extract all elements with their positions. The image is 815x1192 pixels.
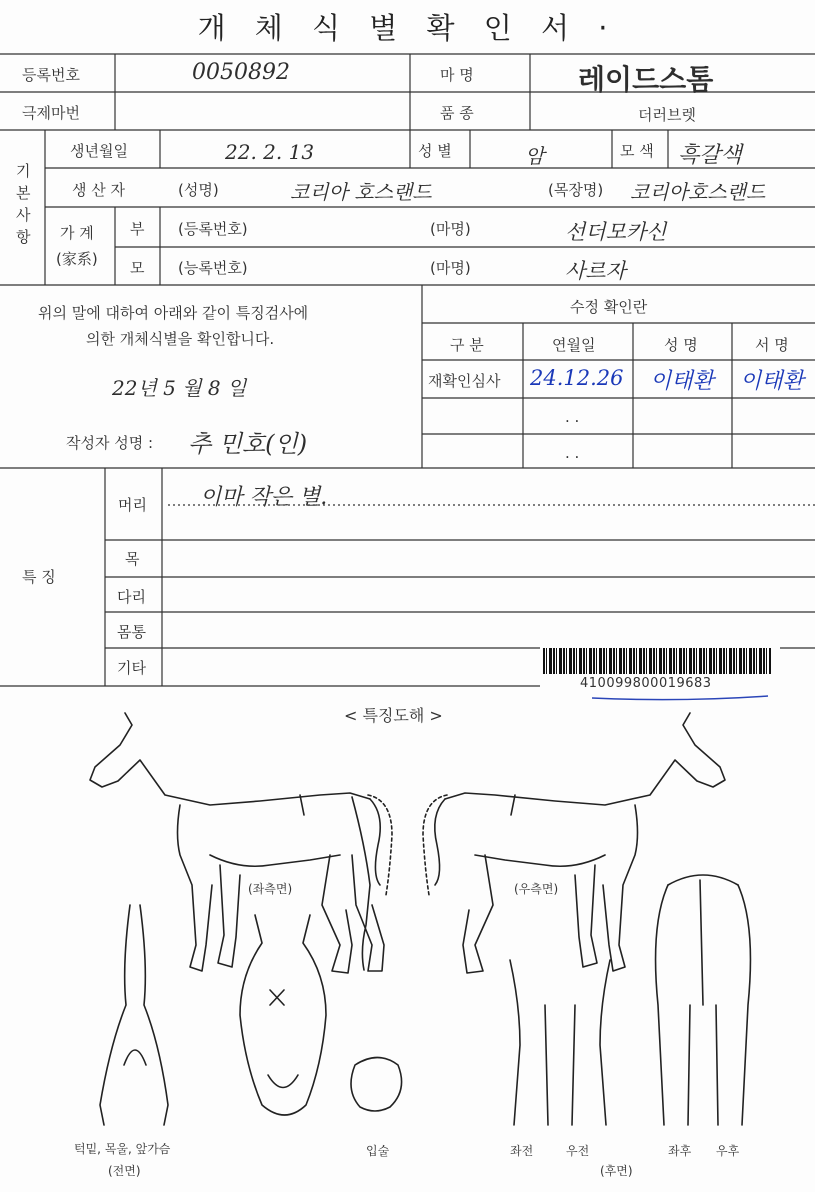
revision-header-sign: 서 명 [755, 336, 789, 354]
lineage-label: 가 계 [60, 224, 94, 242]
dam-reg-no-label: (능록번호) [178, 259, 248, 277]
statement-line1: 위의 말에 대하여 아래와 같이 특징검사에 [38, 304, 309, 322]
statement-date: 22년 5 월 8 일 [112, 376, 247, 400]
feature-other-label: 기타 [117, 659, 146, 677]
basic-info-label: 기 본 사 항 [16, 162, 31, 246]
revision-row3-date: . . [565, 444, 580, 462]
coat-color-value: 흑갈색 [678, 143, 742, 168]
dam-name-value: 사르자 [565, 259, 626, 283]
front-view-outline [100, 905, 168, 1125]
front-legs-view-outline [510, 960, 610, 1125]
feature-head-label: 머리 [118, 496, 147, 514]
author-name: 추 민호(인) [188, 430, 308, 458]
revision-title: 수정 확인란 [570, 298, 648, 316]
features-label: 특 징 [22, 568, 56, 586]
author-label: 작성자 성명 : [66, 434, 154, 452]
feature-neck-label: 목 [125, 550, 140, 568]
breed-value: 더러브렛 [638, 106, 696, 124]
breeder-name-value: 코리아 호스랜드 [290, 180, 432, 204]
sex-label: 성 별 [418, 142, 452, 160]
horse-name-label: 마 명 [440, 66, 474, 84]
revision-row2-date: . . [565, 408, 580, 426]
feature-legs-label: 다리 [117, 588, 146, 606]
document-title: 개 체 식 별 확 인 서 · [197, 11, 618, 45]
muzzle-caption: 입술 [366, 1144, 390, 1158]
intl-no-label: 극제마번 [22, 104, 80, 122]
sire-name-value: 선더모카신 [565, 220, 667, 244]
breeder-label: 생 산 자 [72, 181, 126, 199]
rear-left-caption: 좌전 [510, 1144, 534, 1158]
birth-date-value: 22. 2. 13 [225, 140, 315, 164]
birth-date-label: 생년월일 [70, 142, 128, 160]
reg-no-label: 등록번호 [22, 66, 80, 84]
hind-left-caption: 좌후 [668, 1144, 692, 1158]
breed-label: 품 종 [440, 104, 474, 122]
hind-right-caption: 우후 [716, 1144, 740, 1158]
barcode-number: 410099800019683 [580, 676, 712, 691]
lineage-han-label: (家系) [56, 250, 98, 268]
horse-name-value: 레이드스톰 [578, 63, 714, 96]
rear-paren-caption: (후면) [600, 1164, 633, 1178]
diagram-title: < 특징도해 > [344, 706, 443, 725]
statement-line2: 의한 개체식별을 확인합니다. [86, 330, 275, 348]
dam-label: 모 [130, 259, 145, 277]
left-side-caption: (좌측면) [248, 882, 293, 896]
breeder-name-paren: (성명) [178, 181, 219, 199]
muzzle-outline [351, 1058, 402, 1112]
revision-row1-name: 이태환 [650, 369, 714, 394]
rear-right-caption: 우전 [566, 1144, 590, 1158]
front-caption: 턱밑, 목울, 앞가슴 [74, 1142, 171, 1156]
barcode-underline [590, 694, 770, 702]
sire-reg-no-label: (등록번호) [178, 220, 248, 238]
revision-header-date: 연월일 [552, 336, 596, 354]
feature-head-value: 이마 작은 별. [200, 485, 328, 510]
revision-row1-type: 재확인심사 [428, 372, 501, 390]
feature-body-label: 몸통 [117, 623, 146, 641]
farm-name-value: 코리아호스랜드 [630, 180, 766, 204]
sire-label: 부 [130, 220, 145, 238]
right-side-caption: (우측면) [514, 882, 559, 896]
sex-value: 암 [525, 144, 545, 168]
revision-row1-sign: 이태환 [740, 369, 804, 394]
revision-row1-date: 24.12.26 [530, 366, 624, 390]
front-paren-caption: (전면) [108, 1164, 141, 1178]
sire-name-label: (마명) [430, 220, 471, 238]
hind-view-outline [656, 875, 751, 1125]
left-side-horse-outline [90, 713, 384, 973]
head-front-outline [240, 915, 326, 1115]
coat-color-label: 모 색 [620, 142, 654, 160]
farm-name-paren: (목장명) [548, 181, 604, 199]
dam-name-label: (마명) [430, 259, 471, 277]
horse-outline-diagrams [0, 705, 815, 1192]
barcode [543, 648, 771, 674]
reg-no-value: 0050892 [192, 60, 290, 85]
revision-header-type: 구 분 [450, 336, 484, 354]
right-side-horse-outline [435, 713, 725, 973]
revision-header-name: 성 명 [664, 336, 698, 354]
